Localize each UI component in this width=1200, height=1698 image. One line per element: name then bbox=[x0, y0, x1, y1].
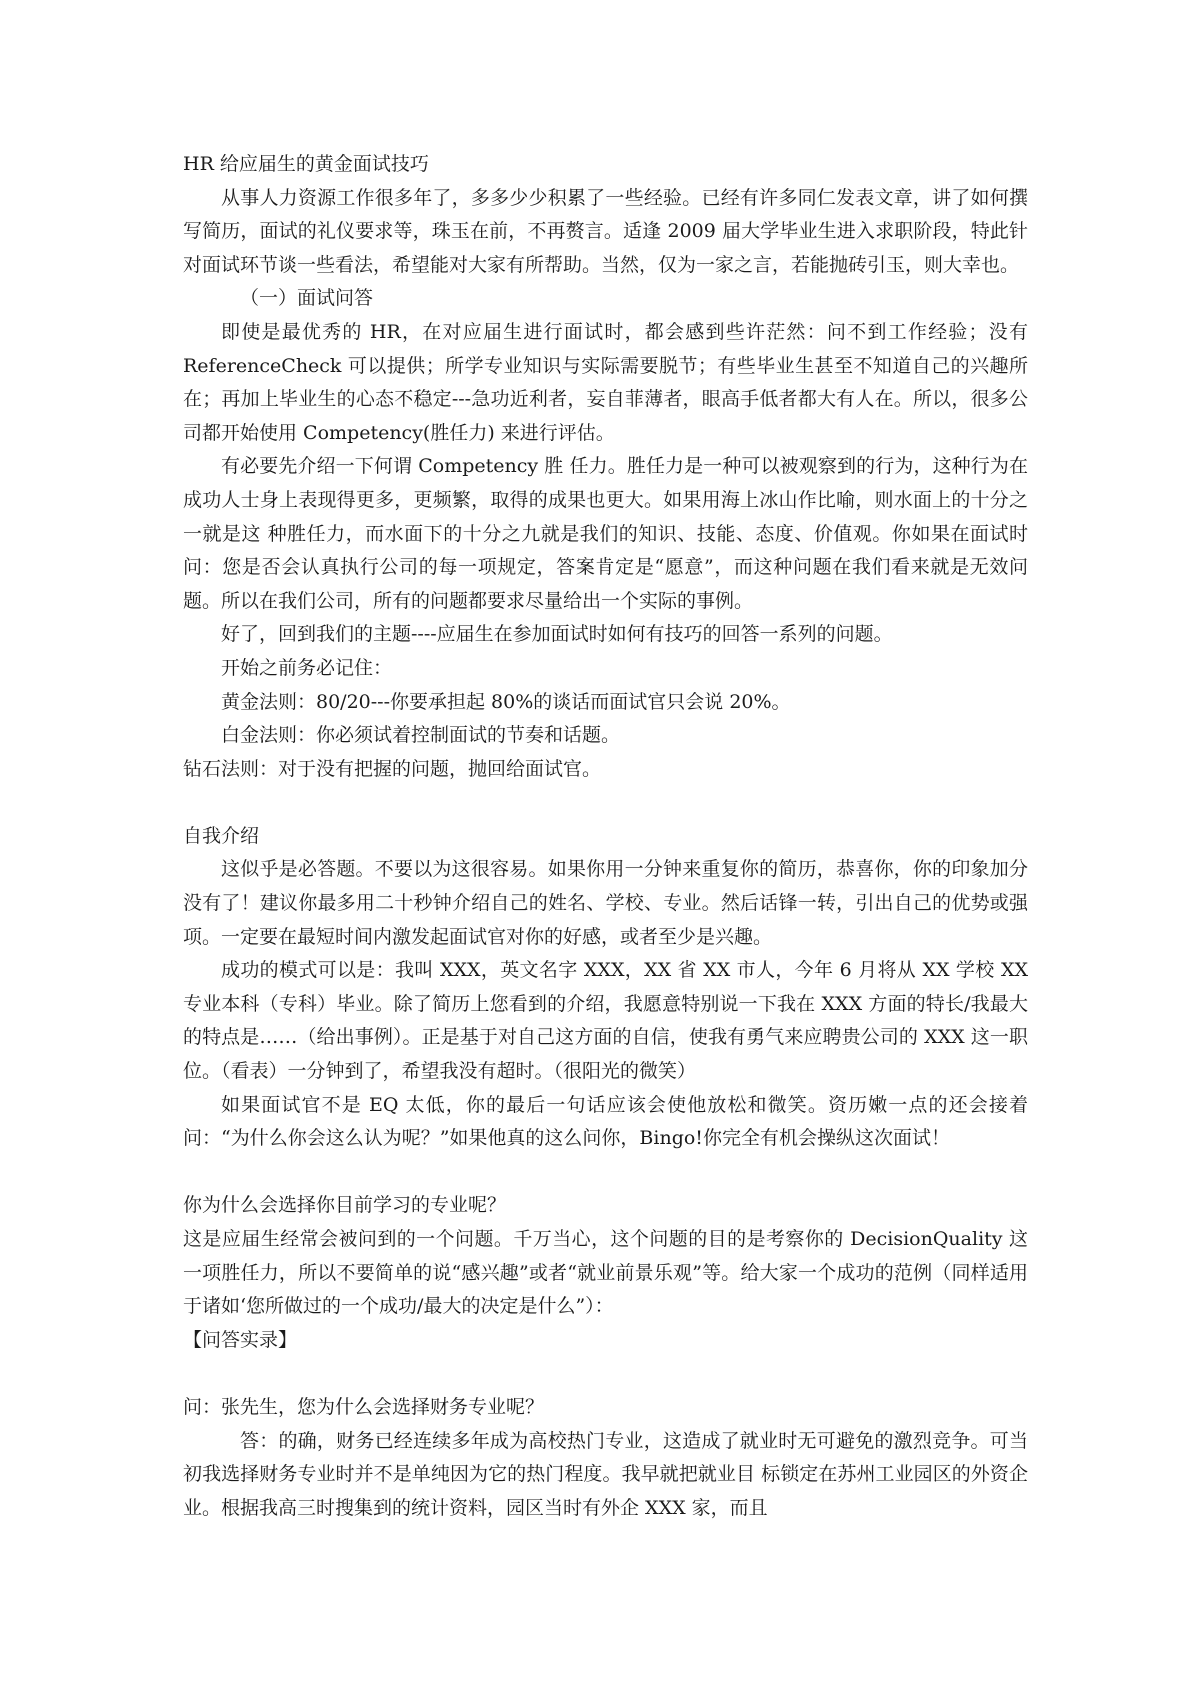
paragraph-hr-challenges: 即使是最优秀的 HR，在对应届生进行面试时，都会感到些许茫然：问不到工作经验；没有 ReferenceCheck 可以提供；所学专业知识与实际需要脱节；有些毕业生甚至不知道自己的兴趣所在；再加上毕业生的心态不稳定---急功近利者，妄自菲薄者，眼高手低者都大有人在。所以，很多公司都开始使用 Competency(胜任力) 来进行评估。 bbox=[183, 320, 1028, 444]
paragraph-self-intro-3: 如果面试官不是 EQ 太低，你的最后一句话应该会使他放松和微笑。资历嫩一点的还会接着问：“为什么你会这么认为呢？”如果他真的这么问你，Bingo!你完全有机会操纵这次面试！ bbox=[183, 1093, 1028, 1150]
rule-gold: 黄金法则：80/20---你要承担起 80%的谈话而面试官只会说 20%。 bbox=[221, 690, 791, 713]
paragraph-self-intro-2: 成功的模式可以是：我叫 XXX，英文名字 XXX，XX 省 XX 市人，今年 6 月将从 XX 学校 XX 专业本科（专科）毕业。除了简历上您看到的介绍，我愿意特别说一下我在 XXX 方面的特长/我最大的特点是……（给出事例）。正是基于对自己这方面的自信，使我有勇气来应聘贵公司的 XXX 这一职位。（看表）一分钟到了，希望我没有超时。（很阳光的微笑） bbox=[183, 959, 1028, 1083]
rule-platinum: 白金法则：你必须试着控制面试的节奏和话题。 bbox=[221, 724, 621, 747]
paragraph-back-to-topic: 好了，回到我们的主题----应届生在参加面试时如何有技巧的回答一系列的问题。 bbox=[221, 623, 893, 646]
heading-why-major: 你为什么会选择你目前学习的专业呢？ bbox=[183, 1194, 507, 1217]
rule-diamond: 钻石法则：对于没有把握的问题，抛回给面试官。 bbox=[183, 757, 602, 780]
blank-line bbox=[183, 1357, 1028, 1391]
document-title: HR 给应届生的黄金面试技巧 bbox=[183, 153, 429, 175]
answer-paragraph: 答：的确，财务已经连续多年成为高校热门专业，这造成了就业时无可避免的激烈竞争。可当初我选择财务专业时并不是单纯因为它的热门程度。我早就把就业目 标锁定在苏州工业园区的外资企业。根据我高三时搜集到的统计资料，园区当时有外企 XXX 家，而且 bbox=[183, 1429, 1028, 1519]
blank-line bbox=[183, 786, 1028, 820]
paragraph-competency: 有必要先介绍一下何谓 Competency 胜 任力。胜任力是一种可以被观察到的行为，这种行为在成功人士身上表现得更多，更频繁，取得的成果也更大。如果用海上冰山作比喻，则水面上的十分之一就是这 种胜任力，而水面下的十分之九就是我们的知识、技能、态度、价值观。你如果在面试时问：您是否会认真执行公司的每一项规定，答案肯定是“愿意”，而这种问题在我们看来就是无效问题。所以在我们公司，所有的问题都要求尽量给出一个实际的事例。 bbox=[183, 455, 1028, 612]
section-heading-interview-qa: （一）面试问答 bbox=[240, 287, 374, 310]
paragraph-why-major: 这是应届生经常会被问到的一个问题。千万当心，这个问题的目的是考察你的 DecisionQuality 这一项胜任力，所以不要简单的说“感兴趣”或者“就业前景乐观”等。给大家一个成功的范例（同样适用于诸如‘您所做过的一个成功/最大的决定是什么”）： bbox=[183, 1228, 1028, 1318]
intro-paragraph: 从事人力资源工作很多年了，多多少少积累了一些经验。已经有许多同仁发表文章，讲了如何撰写简历，面试的礼仪要求等，珠玉在前，不再赘言。适逢 2009 届大学毕业生进入求职阶段，特此针对面试环节谈一些看法，希望能对大家有所帮助。当然，仅为一家之言，若能抛砖引玉，则大幸也。 bbox=[183, 186, 1028, 276]
document-page bbox=[183, 148, 1028, 1525]
qa-record-label: 【问答实录】 bbox=[183, 1328, 298, 1351]
question-line: 问：张先生，您为什么会选择财务专业呢？ bbox=[183, 1395, 545, 1418]
paragraph-remember: 开始之前务必记住： bbox=[221, 656, 393, 679]
blank-line bbox=[183, 1156, 1028, 1190]
paragraph-self-intro-1: 这似乎是必答题。不要以为这很容易。如果你用一分钟来重复你的简历，恭喜你，你的印象加分没有了！建议你最多用二十秒钟介绍自己的姓名、学校、专业。然后话锋一转，引出自己的优势或强项。一定要在最短时间内激发起面试官对你的好感，或者至少是兴趣。 bbox=[183, 858, 1028, 948]
heading-self-introduction: 自我介绍 bbox=[183, 824, 260, 847]
